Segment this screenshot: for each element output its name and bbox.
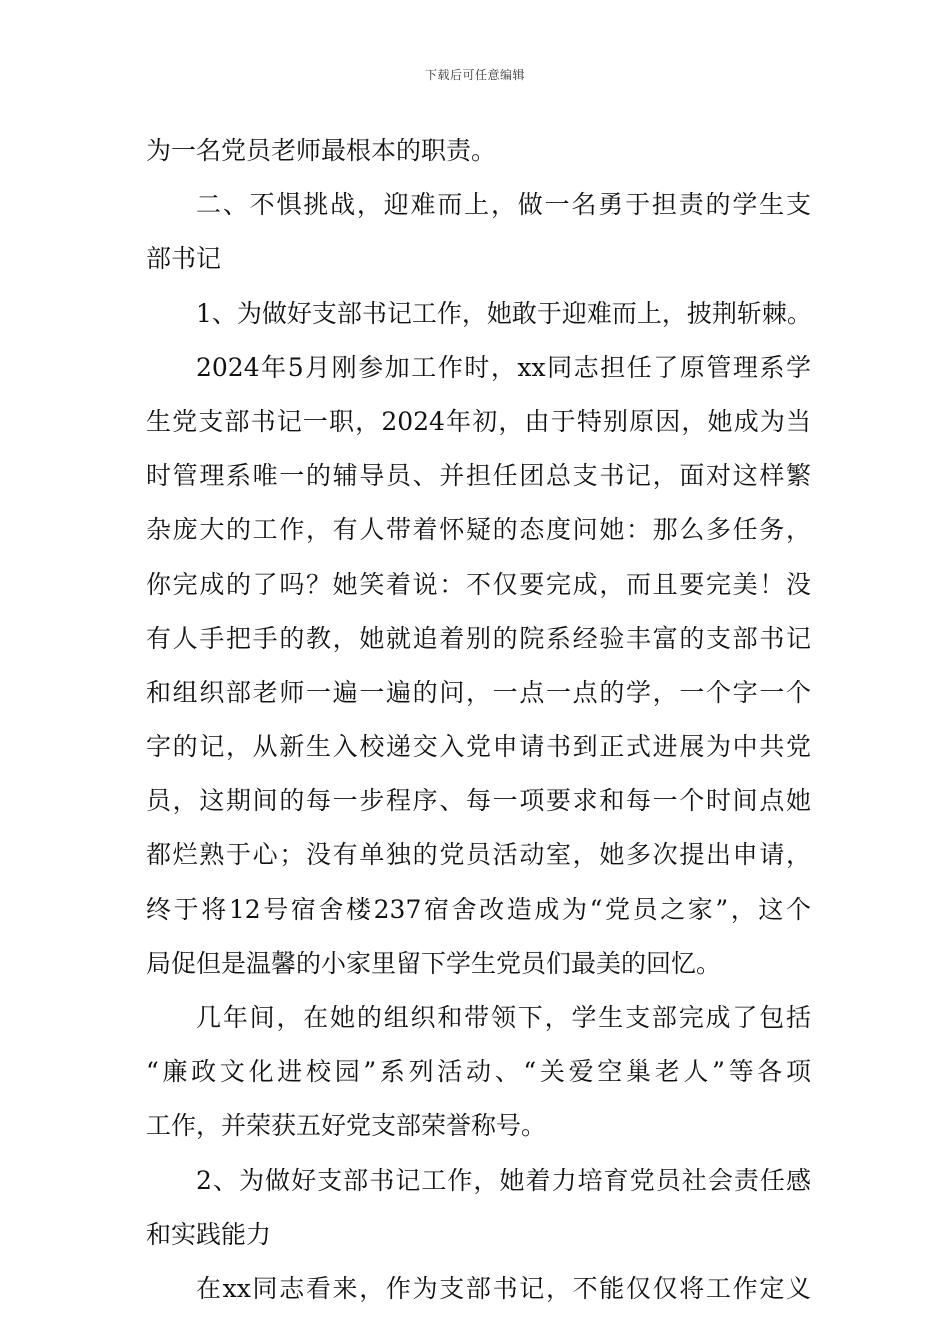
text-line: 和组织部老师一遍一遍的问，一点一点的学，一个字一个	[146, 677, 811, 707]
text-line: 部书记	[146, 244, 222, 274]
text-line: 你完成的了吗？她笑着说：不仅要完成，而且要完美！没	[146, 569, 811, 599]
text-line: 都烂熟于心；没有单独的党员活动室，她多次提出申请，	[146, 840, 811, 870]
text-line: 有人手把手的教，她就追着别的院系经验丰富的支部书记	[146, 623, 811, 653]
text-line: 1、为做好支部书记工作，她敢于迎难而上，披荆斩棘。	[196, 298, 812, 328]
page-header: 下载后可任意编辑	[424, 68, 525, 82]
text-line: 局促但是温馨的小家里留下学生党员们最美的回忆。	[146, 948, 722, 978]
text-line: 时管理系唯一的辅导员、并担任团总支书记，面对这样繁	[146, 461, 811, 491]
text-line: “廉政文化进校园”系列活动、“关爱空巢老人”等各项	[146, 1057, 811, 1087]
text-line: 二、不惧挑战，迎难而上，做一名勇于担责的学生支	[196, 190, 811, 220]
text-line: 生党支部书记一职，2024年初，由于特别原因，她成为当	[146, 406, 811, 436]
text-line: 终于将12号宿舍楼237宿舍改造成为“党员之家”，这个	[146, 894, 811, 924]
text-line: 员，这期间的每一步程序、每一项要求和每一个时间点她	[146, 786, 811, 816]
text-line: 在xx同志看来，作为支部书记，不能仅仅将工作定义	[196, 1273, 811, 1303]
text-line: 2、为做好支部书记工作，她着力培育党员社会责任感	[196, 1165, 811, 1195]
text-line: 和实践能力	[146, 1219, 272, 1249]
document-body	[146, 124, 811, 1316]
text-line: 杂庞大的工作，有人带着怀疑的态度问她：那么多任务，	[146, 515, 811, 545]
text-line: 几年间，在她的组织和带领下，学生支部完成了包括	[196, 1003, 811, 1032]
text-line: 2024年5月刚参加工作时，xx同志担任了原管理系学	[196, 352, 811, 382]
text-line: 工作，并荣获五好党支部荣誉称号。	[146, 1111, 547, 1141]
text-line: 为一名党员老师最根本的职责。	[146, 136, 497, 165]
text-line: 字的记，从新生入校递交入党申请书到正式进展为中共党	[146, 732, 811, 762]
